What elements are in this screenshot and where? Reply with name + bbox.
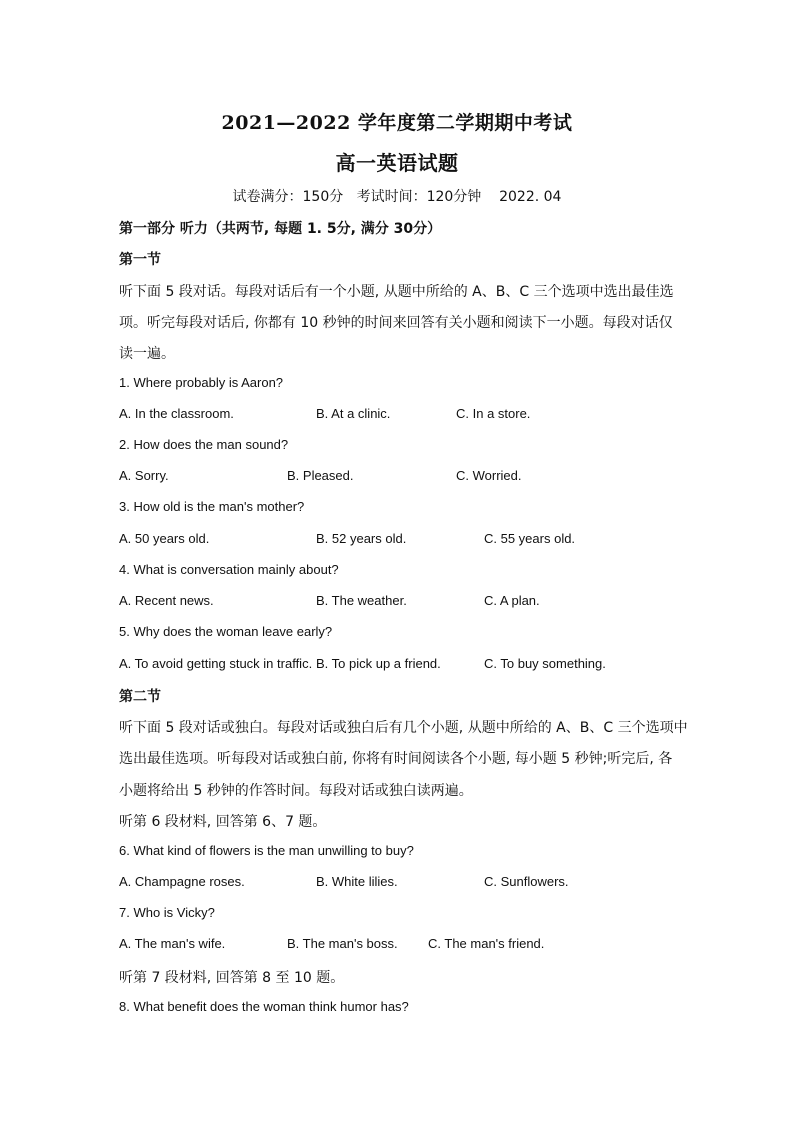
option-a: A. Recent news. (119, 593, 214, 608)
question-2: 2. How does the man sound? (119, 437, 289, 452)
option-a: A. The man's wife. (119, 936, 226, 951)
option-c: C. The man's friend. (428, 936, 545, 951)
section1-instruction-line: 项。听完每段对话后, 你都有 10 秒钟的时间来回答有关小题和阅读下一小题。每段对话仅 (119, 315, 673, 331)
section2-instruction-line: 听下面 5 段对话或独白。每段对话或独白后有几个小题, 从题中所给的 A、B、C 三个选项中 (119, 720, 688, 736)
question-4: 4. What is conversation mainly about? (119, 562, 339, 577)
question-1: 1. Where probably is Aaron? (119, 375, 284, 390)
option-b: B. White lilies. (316, 874, 398, 889)
section1-instruction-line: 听下面 5 段对话。每段对话后有一个小题, 从题中所给的 A、B、C 三个选项中选出最佳选 (119, 284, 674, 300)
material-7-note: 听第 7 段材料, 回答第 8 至 10 题。 (119, 970, 345, 986)
option-c: C. Sunflowers. (484, 874, 569, 889)
option-b: B. The weather. (316, 593, 407, 608)
option-a: A. In the classroom. (119, 406, 234, 421)
option-a: A. To avoid getting stuck in traffic. (119, 656, 313, 671)
question-3: 3. How old is the man's mother? (119, 499, 305, 514)
option-c: C. 55 years old. (484, 531, 576, 546)
option-b: B. Pleased. (287, 468, 354, 483)
question-6: 6. What kind of flowers is the man unwilling to buy? (119, 843, 414, 858)
question-8: 8. What benefit does the woman think humor has? (119, 999, 409, 1014)
option-b: B. 52 years old. (316, 531, 407, 546)
section2-heading: 第二节 (119, 689, 161, 705)
option-a: A. Champagne roses. (119, 874, 245, 889)
question-5: 5. Why does the woman leave early? (119, 624, 333, 639)
option-a: A. Sorry. (119, 468, 169, 483)
option-b: B. At a clinic. (316, 406, 391, 421)
section2-instruction-line: 选出最佳选项。听每段对话或独白前, 你将有时间阅读各个小题, 每小题 5 秒钟;听完后, 各 (119, 751, 673, 767)
option-c: C. A plan. (484, 593, 540, 608)
question-7: 7. Who is Vicky? (119, 905, 215, 920)
section1-instruction-line: 读一遍。 (119, 346, 175, 362)
option-b: B. The man's boss. (287, 936, 398, 951)
section2-instruction-line: 小题将给出 5 秒钟的作答时间。每段对话或独白读两遍。 (119, 783, 473, 799)
material-6-note: 听第 6 段材料, 回答第 6、7 题。 (119, 814, 327, 830)
exam-title: 2021—2022 学年度第二学期期中考试 (221, 112, 573, 134)
option-c: C. To buy something. (484, 656, 606, 671)
section1-heading: 第一节 (119, 252, 161, 268)
exam-subtitle: 高一英语试题 (335, 151, 459, 175)
option-b: B. To pick up a friend. (316, 656, 441, 671)
exam-meta: 试卷满分：150分 考试时间：120分钟 2022. 04 (232, 189, 562, 205)
option-c: C. In a store. (456, 406, 531, 421)
option-a: A. 50 years old. (119, 531, 210, 546)
part1-heading: 第一部分 听力（共两节, 每题 1. 5分, 满分 30分） (119, 221, 442, 237)
option-c: C. Worried. (456, 468, 522, 483)
